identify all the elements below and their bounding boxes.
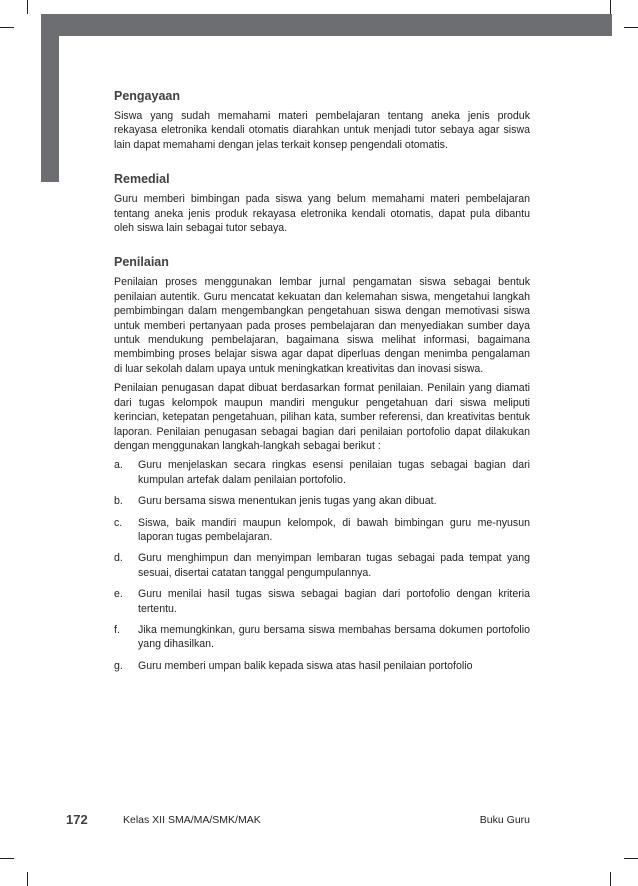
- section-paragraph: Siswa yang sudah memahami materi pembelajaran tentang aneka jenis produk rekayasa eletronika kendali otomatis diarahkan untuk menjadi tutor sebaya agar siswa lain dapat memahami dengan jelas terkait konsep pengendali otomatis.: [114, 110, 530, 151]
- list-letter: c.: [114, 516, 123, 529]
- crop-mark: [0, 27, 14, 28]
- side-color-bar: [41, 36, 59, 182]
- steps-list: [114, 458, 530, 673]
- list-text: Jika memungkinkan, guru bersama siswa membahas bersama dokumen portofolio yang dihasilkan.: [138, 623, 530, 651]
- list-letter: g.: [114, 659, 123, 672]
- book-title: Kelas XII SMA/MA/SMK/MAK: [123, 814, 261, 826]
- list-letter: e.: [114, 588, 123, 601]
- page-footer: [66, 812, 530, 830]
- list-item: [114, 587, 530, 616]
- crop-mark: [27, 0, 28, 14]
- list-item: [114, 623, 530, 652]
- crop-mark: [624, 858, 638, 859]
- list-text: Guru menghimpun dan menyimpan lembaran tugas sebagai pada tempat yang sesuai, disertai catatan tanggal pengumpulannya.: [138, 552, 530, 579]
- list-item: [114, 659, 530, 673]
- list-text: Guru memberi umpan balik kepada siswa atas hasil penilaian portofolio: [138, 659, 473, 672]
- list-letter: f.: [114, 623, 120, 636]
- list-text: Guru bersama siswa menentukan jenis tugas yang akan dibuat.: [138, 495, 437, 508]
- list-text: Guru menjelaskan secara ringkas esensi penilaian tugas sebagai bagian dari kumpulan artefak dalam penilaian portofolio.: [138, 459, 530, 486]
- page-content: [114, 88, 530, 692]
- crop-mark: [624, 27, 638, 28]
- crop-mark: [610, 0, 611, 14]
- section-pengayaan: [114, 88, 530, 152]
- list-item: [114, 516, 530, 545]
- list-item: [114, 494, 530, 508]
- page-number: 172: [66, 812, 88, 827]
- section-heading: Penilaian: [114, 255, 169, 270]
- section-remedial: [114, 171, 530, 235]
- section-heading: Remedial: [114, 172, 170, 187]
- list-letter: a.: [114, 459, 123, 472]
- list-letter: d.: [114, 552, 123, 565]
- section-heading: Pengayaan: [114, 89, 181, 103]
- guide-label: Buku Guru: [479, 814, 530, 826]
- top-color-bar: [41, 14, 612, 36]
- list-text: Guru menilai hasil tugas siswa sebagai bagian dari portofolio dengan kriteria tertentu.: [138, 588, 530, 615]
- section-paragraph: Penilaian proses menggunakan lembar jurnal pengamatan siswa sebagai bentuk penilaian autentik. Guru mencatat kekuatan dan kelemahan siswa, mengetahui langkah pembimbingan dalam mengembangkan pengetahuan siswa dengan memotivasi siswa untuk memberi pertanyaan pada proses pembelajaran dan menyediakan sumber daya untuk mendukung pembelajaran, bagaimana siswa melihat informasi, bagaimana membimbing proses belajar siswa agar dapat diperluas dengan menimba pengalaman di luar sekolah dalam upaya untuk meningkatkan kreativitas dan inovasi siswa.: [114, 276, 530, 375]
- crop-mark: [0, 858, 14, 859]
- section-paragraph: Guru memberi bimbingan pada siswa yang belum memahami materi pembelajaran tentang aneka jenis produk rekayasa eletronika kendali otomatis, dapat pula dibantu oleh siswa lain sebagai tutor sebaya.: [114, 193, 530, 235]
- section-paragraph: Penilaian penugasan dapat dibuat berdasarkan format penilaian. Penilain yang diamati dari tugas kelompok maupun mandiri mengukur pengetahuan dari siswa meliputi kerincian, ketepatan pengetahuan, pilihan kata, sumber referensi, dan kreativitas bentuk laporan. Penilaian penugasan sebagai bagian dari penilaian portofolio dapat dilakukan dengan menggunakan langkah-langkah sebagai berikut :: [114, 382, 530, 452]
- list-item: [114, 458, 530, 487]
- list-letter: b.: [114, 495, 123, 508]
- list-text: Siswa, baik mandiri maupun kelompok, di bawah bimbingan guru me-nyusun laporan tugas pembelajaran.: [138, 516, 530, 543]
- crop-mark: [610, 872, 611, 886]
- list-item: [114, 551, 530, 580]
- section-penilaian: [114, 254, 530, 673]
- crop-mark: [27, 872, 28, 886]
